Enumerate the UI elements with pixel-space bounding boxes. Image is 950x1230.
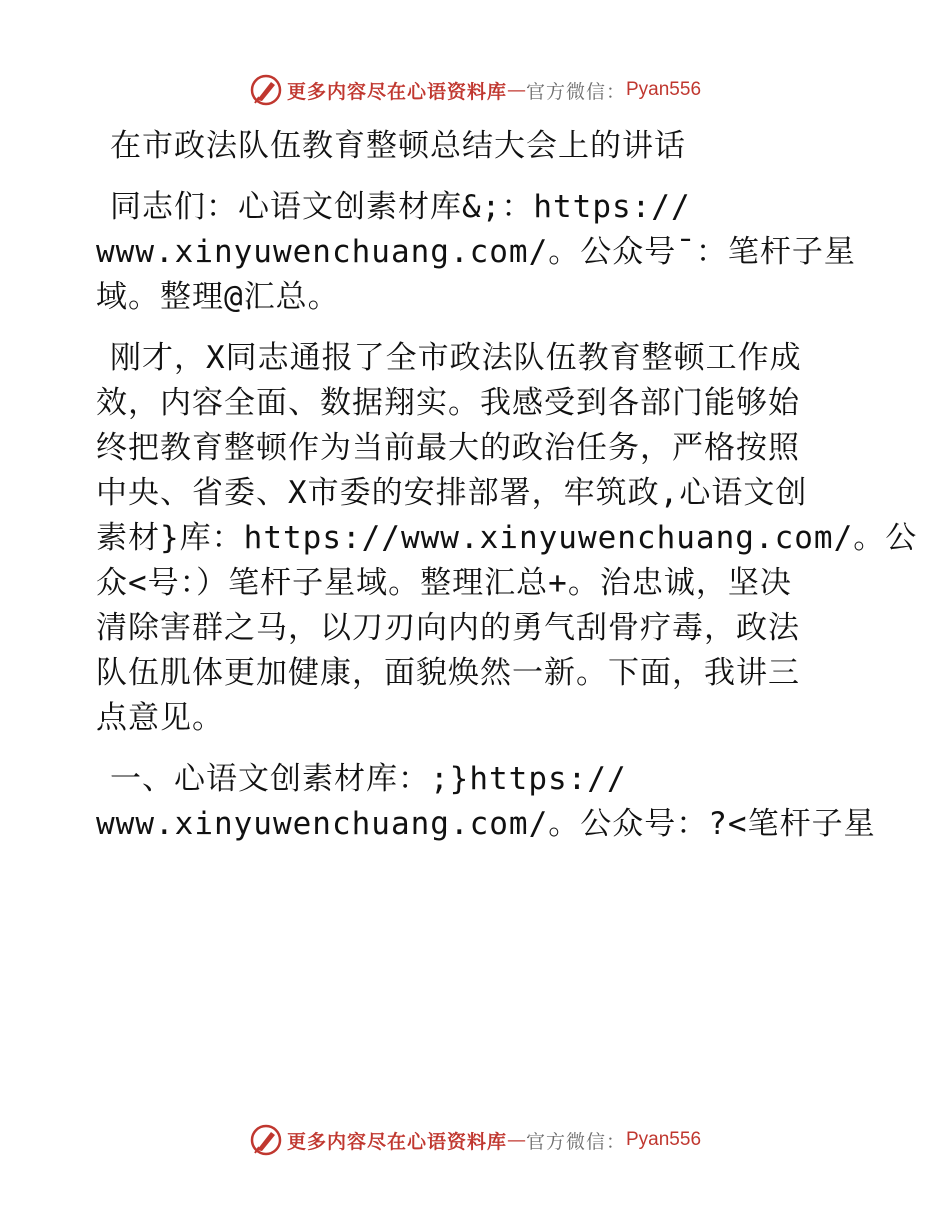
paragraph-line: 队伍肌体更加健康，面貌焕然一新。下面，我讲三: [96, 655, 800, 691]
paragraph-line: www.xinyuwenchuang.com/。公众号¯：笔杆子星: [96, 234, 856, 270]
paragraph-line: 中央、省委、X市委的安排部署，牢筑政,心语文创: [96, 475, 808, 511]
banner-wechat-id: Pyan556: [626, 1129, 702, 1150]
banner-dash: —: [506, 79, 526, 101]
header-watermark-banner: [0, 70, 950, 110]
banner-dash: —: [506, 1129, 526, 1151]
quill-pen-icon: [249, 1123, 283, 1157]
footer-watermark-banner: [0, 1120, 950, 1160]
banner-site-text: 更多内容尽在心语资料库: [286, 80, 507, 103]
paragraph-2: [96, 336, 918, 741]
banner-wechat-label: 官方微信：: [525, 1130, 626, 1153]
quill-pen-icon: [249, 73, 283, 107]
paragraph-line: 效，内容全面、数据翔实。我感受到各部门能够始: [96, 385, 800, 421]
paragraph-3: [96, 757, 876, 847]
paragraph-line: 众<号：）笔杆子星域。整理汇总+。治忠诚，坚决: [96, 565, 792, 601]
paragraph-line: www.xinyuwenchuang.com/。公众号：?<笔杆子星: [96, 806, 876, 842]
paragraph-line: 点意见。: [96, 700, 224, 736]
banner-wechat-id: Pyan556: [626, 79, 702, 100]
document-body: [96, 124, 918, 847]
paragraph-line: 素材}库：https://www.xinyuwenchuang.com/。公: [96, 520, 918, 556]
document-title: 在市政法队伍教育整顿总结大会上的讲话: [110, 128, 686, 164]
paragraph-1: [96, 185, 856, 320]
banner-wechat-label: 官方微信：: [525, 80, 626, 103]
paragraph-line: 同志们：心语文创素材库&;：https://: [110, 189, 691, 225]
paragraph-line: 清除害群之马，以刀刃向内的勇气刮骨疗毒，政法: [96, 610, 800, 646]
paragraph-line: 刚才，X同志通报了全市政法队伍教育整顿工作成: [110, 340, 802, 376]
paragraph-line: 终把教育整顿作为当前最大的政治任务，严格按照: [96, 430, 800, 466]
paragraph-line: 域。整理@汇总。: [96, 279, 340, 315]
banner-site-text: 更多内容尽在心语资料库: [286, 1130, 507, 1153]
paragraph-line: 一、心语文创素材库：;}https://: [110, 761, 627, 797]
